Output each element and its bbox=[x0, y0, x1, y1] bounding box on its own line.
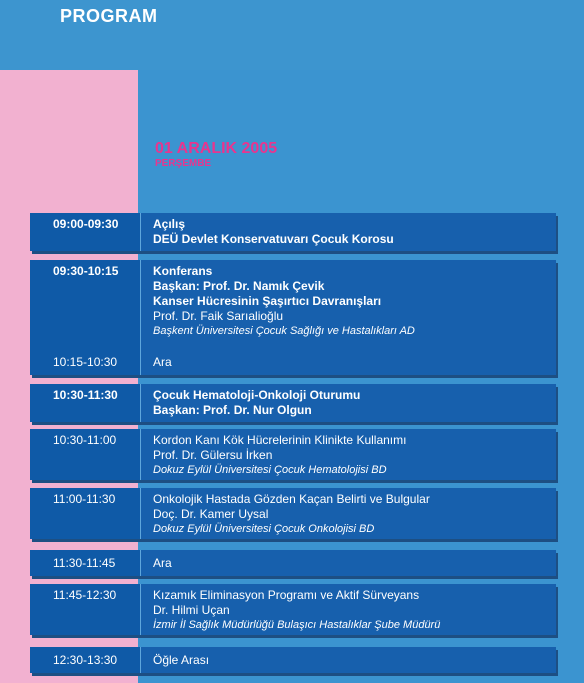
row-line: Ara bbox=[153, 556, 172, 570]
row-line: Dr. Hilmi Uçan bbox=[153, 603, 230, 617]
row-content bbox=[141, 213, 556, 251]
schedule-row bbox=[30, 260, 556, 355]
row-line: Doç. Dr. Kamer Uysal bbox=[153, 507, 269, 521]
row-time: 12:30-13:30 bbox=[30, 647, 141, 673]
schedule-row bbox=[30, 213, 556, 251]
date-title: 01 ARALIK 2005 bbox=[155, 140, 278, 157]
row-line: Onkolojik Hastada Gözden Kaçan Belirti ve Bulgular bbox=[153, 492, 430, 506]
row-time: 10:15-10:30 bbox=[30, 349, 141, 375]
day-title: PERŞEMBE bbox=[155, 158, 212, 169]
row-line: Dokuz Eylül Üniversitesi Çocuk Hematolojisi BD bbox=[153, 464, 387, 476]
row-content bbox=[141, 349, 556, 375]
page-title: PROGRAM bbox=[60, 6, 158, 26]
row-line: DEÜ Devlet Konservatuvarı Çocuk Korosu bbox=[153, 232, 394, 246]
schedule-row bbox=[30, 429, 556, 480]
row-time: 10:30-11:30 bbox=[30, 384, 141, 422]
schedule-row bbox=[30, 550, 556, 576]
schedule-row bbox=[30, 384, 556, 422]
row-line: Konferans bbox=[153, 264, 213, 278]
row-content bbox=[141, 384, 556, 422]
row-line: Prof. Dr. Gülersu İrken bbox=[153, 448, 273, 462]
schedule-row bbox=[30, 488, 556, 539]
schedule-row bbox=[30, 349, 556, 375]
row-content bbox=[141, 488, 556, 539]
row-time: 11:30-11:45 bbox=[30, 550, 141, 576]
row-content bbox=[141, 550, 556, 576]
row-line: Prof. Dr. Faik Sarıalioğlu bbox=[153, 309, 284, 323]
schedule-row bbox=[30, 647, 556, 673]
row-content bbox=[141, 647, 556, 673]
schedule-row bbox=[30, 584, 556, 635]
row-line: Başkent Üniversitesi Çocuk Sağlığı ve Hastalıkları AD bbox=[153, 325, 415, 337]
row-content bbox=[141, 429, 556, 480]
row-time: 11:00-11:30 bbox=[30, 488, 141, 539]
row-time: 11:45-12:30 bbox=[30, 584, 141, 635]
row-content bbox=[141, 584, 556, 635]
header-band bbox=[0, 0, 584, 70]
row-line: Kordon Kanı Kök Hücrelerinin Klinikte Kullanımı bbox=[153, 433, 407, 447]
row-line: Çocuk Hematoloji-Onkoloji Oturumu bbox=[153, 388, 361, 402]
row-line: Açılış bbox=[153, 217, 186, 231]
row-time: 09:30-10:15 bbox=[30, 260, 141, 355]
row-line: Kızamık Eliminasyon Programı ve Aktif Sürveyans bbox=[153, 588, 420, 602]
row-line: Kanser Hücresinin Şaşırtıcı Davranışları bbox=[153, 294, 382, 308]
row-line: Öğle Arası bbox=[153, 653, 210, 667]
row-time: 09:00-09:30 bbox=[30, 213, 141, 251]
row-content bbox=[141, 260, 556, 355]
row-line: Başkan: Prof. Dr. Nur Olgun bbox=[153, 403, 312, 417]
row-line: İzmir İl Sağlık Müdürlüğü Bulaşıcı Hastalıklar Şube Müdürü bbox=[153, 619, 441, 631]
row-line: Dokuz Eylül Üniversitesi Çocuk Onkolojisi BD bbox=[153, 523, 375, 535]
row-line: Başkan: Prof. Dr. Namık Çevik bbox=[153, 279, 325, 293]
row-time: 10:30-11:00 bbox=[30, 429, 141, 480]
row-line: Ara bbox=[153, 355, 172, 369]
